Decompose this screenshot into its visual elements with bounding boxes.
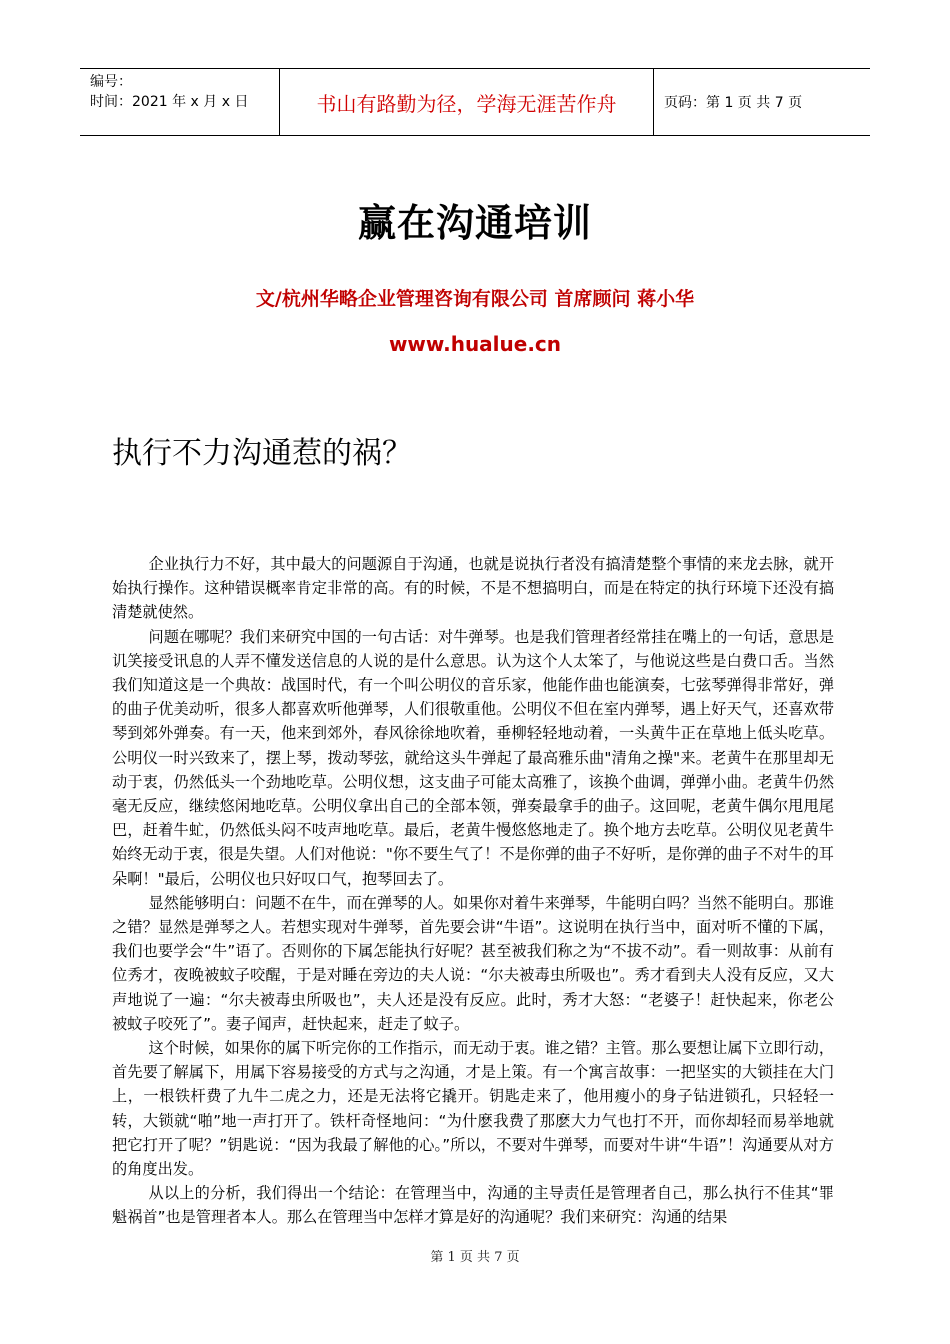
time-label: 时间：2021 年 x 月 x 日 [90,94,249,110]
paragraph: 这个时候，如果你的属下听完你的工作指示，而无动于衷。谁之错？主管。那么要想让属下立即行动，首先要了解属下，用属下容易接受的方式与之沟通，才是上策。有一个寓言故事：一把坚实的大锁挂在大门上，一根铁杆费了九牛二虎之力，还是无法将它撬开。钥匙走来了，他用瘦小的身子钻进锁孔，只轻轻一转，大锁就“啪”地一声打开了。铁杆奇怪地问：“为什麽我费了那麽大力气也打不开，而你却轻而易举地就把它打开了呢？”钥匙说：“因为我最了解他的心。”所以，不要对牛弹琴，而要对牛讲“牛语”！沟通要从对方的角度出发。 [112,1039,834,1179]
document-title: 赢在沟通培训 [357,201,592,245]
section-heading: 执行不力沟通惹的祸？ [112,436,412,471]
header-motto-cell [280,69,654,135]
motto-text: 书山有路勤为径，学海无涯苦作舟 [316,91,617,116]
header-table [80,68,870,136]
page-indicator: 页码：第 1 页 共 7 页 [664,95,803,111]
header-meta-cell [80,69,280,135]
number-label: 编号： [90,74,132,90]
paragraph: 企业执行力不好，其中最大的问题源自于沟通，也就是说执行者没有搞清楚整个事情的来龙去脉，就开始执行操作。这种错误概率肯定非常的高。有的时候，不是不想搞明白，而是在特定的执行环境下还没有搞清楚就使然。 [112,555,834,622]
paragraph: 问题在哪呢？我们来研究中国的一句古话：对牛弹琴。也是我们管理者经常挂在嘴上的一句话，意思是讥笑接受讯息的人弄不懂发送信息的人说的是什么意思。认为这个人太笨了，与他说这些是白费口舌。当然我们知道这是一个典故：战国时代，有一个叫公明仪的音乐家，他能作曲也能演奏，七弦琴弹得非常好，弹的曲子优美动听，很多人都喜欢听他弹琴，人们很敬重他。公明仪不但在室内弹琴，遇上好天气，还喜欢带琴到郊外弹奏。有一天，他来到郊外，春风徐徐地吹着，垂柳轻轻地动着，一头黄牛正在草地上低头吃草。公明仪一时兴致来了，摆上琴，拨动琴弦，就给这头牛弹起了最高雅乐曲"清角之操"来。老黄牛在那里却无动于衷，仍然低头一个劲地吃草。公明仪想，这支曲子可能太高雅了，该换个曲调，弹弹小曲。老黄牛仍然毫无反应，继续悠闲地吃草。公明仪拿出自己的全部本领，弹奏最拿手的曲子。这回呢，老黄牛偶尔甩甩尾巴，赶着牛虻，仍然低头闷不吱声地吃草。最后，老黄牛慢悠悠地走了。换个地方去吃草。公明仪见老黄牛始终无动于衷，很是失望。人们对他说："你不要生气了！不是你弹的曲子不好听，是你弹的曲子不对牛的耳朵啊！"最后，公明仪也只好叹口气，抱琴回去了。 [112,627,834,888]
header-page-cell [654,69,870,135]
body-text [112,552,834,1230]
website-link[interactable]: www.hualue.cn [388,332,562,356]
author-line: 文/杭州华略企业管理咨询有限公司 首席顾问 蒋小华 [255,288,695,310]
paragraph: 显然能够明白：问题不在牛，而在弹琴的人。如果你对着牛来弹琴，牛能明白吗？当然不能明白。那谁之错？显然是弹琴之人。若想实现对牛弹琴，首先要会讲“牛语”。这说明在执行当中，面对听不懂的下属，我们也要学会“牛”语了。否则你的下属怎能执行好呢？甚至被我们称之为“不拔不动”。看一则故事：从前有位秀才，夜晚被蚊子咬醒，于是对睡在旁边的夫人说：“尔夫被毒虫所吸也”。秀才看到夫人没有反应，又大声地说了一遍：“尔夫被毒虫所吸也”，夫人还是没有反应。此时，秀才大怒：“老婆子！赶快起来，你老公被蚊子咬死了”。妻子闻声，赶快起来，赶走了蚊子。 [112,893,834,1033]
page-footer: 第 1 页 共 7 页 [430,1250,520,1265]
paragraph: 从以上的分析，我们得出一个结论：在管理当中，沟通的主导责任是管理者自己，那么执行不佳其“罪魁祸首”也是管理者本人。那么在管理当中怎样才算是好的沟通呢？我们来研究：沟通的结果 [112,1184,834,1227]
